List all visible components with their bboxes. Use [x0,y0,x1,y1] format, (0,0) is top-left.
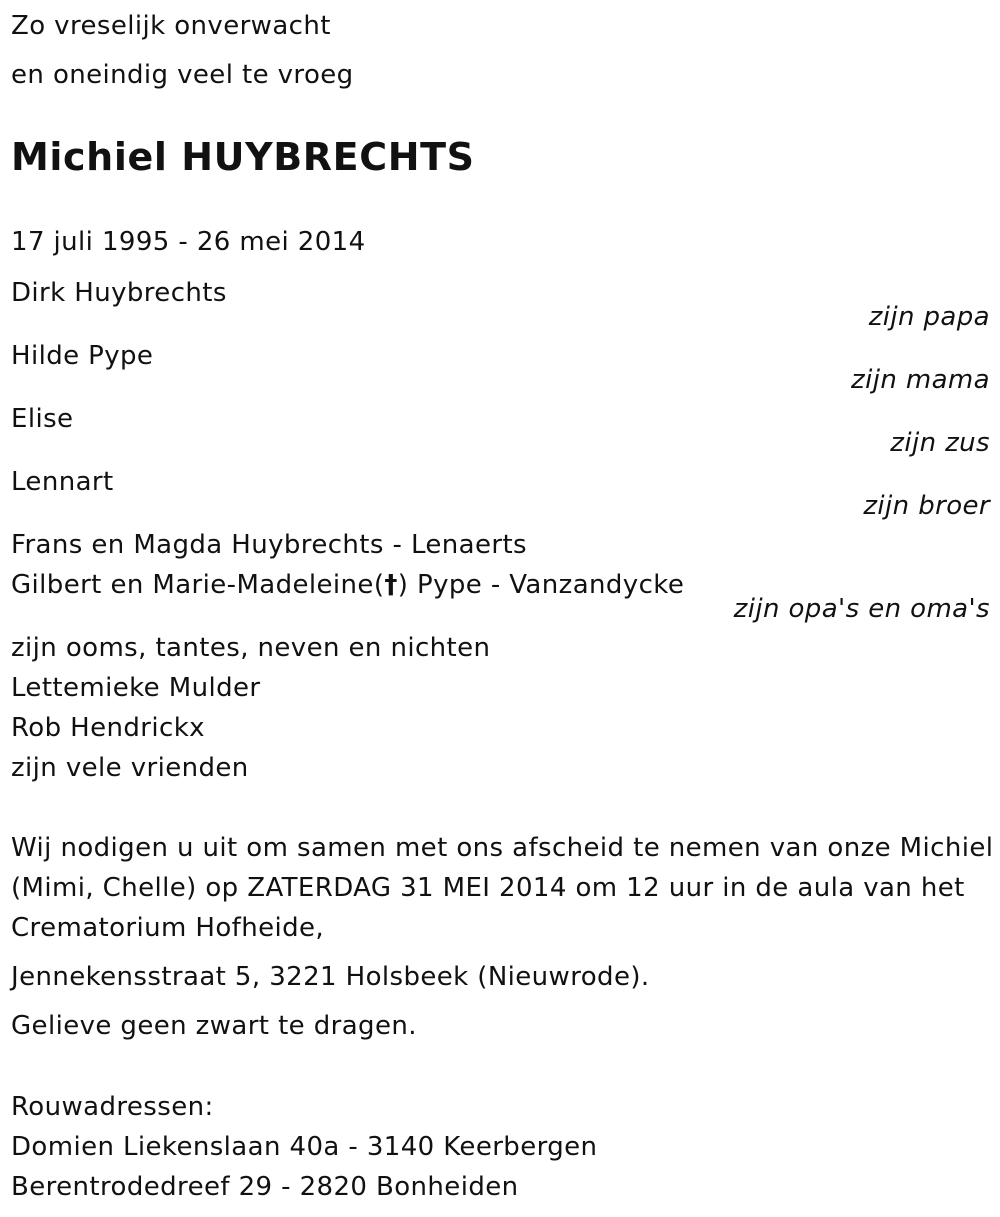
family-name-mama: Hilde Pype [11,341,154,371]
cross-icon: † [384,570,398,600]
grandparents-relation: zijn opa's en oma's [733,594,990,624]
intro-line-2: en oneindig veel te vroeg [11,60,354,90]
deceased-name: Michiel HUYBRECHTS [11,135,475,179]
family-relation-mama: zijn mama [851,365,990,395]
family-name-brother: Lennart [11,467,114,497]
invitation-line-1: Wij nodigen u uit om samen met ons afscheid te nemen van onze Michiel [11,833,994,863]
friends: zijn vele vrienden [11,753,249,783]
mourning-title: Rouwadressen: [11,1092,214,1122]
family-name-papa: Dirk Huybrechts [11,278,227,308]
ceremony-address: Jennekensstraat 5, 3221 Holsbeek (Nieuwrode). [11,962,650,992]
dress-note: Gelieve geen zwart te dragen. [11,1011,417,1041]
family-relation-sister: zijn zus [890,428,990,458]
grandparents-line-1: Frans en Magda Huybrechts - Lenaerts [11,530,528,560]
family-relation-brother: zijn broer [863,491,990,521]
grandparents-line-2-start: Gilbert en Marie-Madeleine( [11,570,385,600]
other-person-2: Rob Hendrickx [11,713,205,743]
mourning-address-2: Berentrodedreef 29 - 2820 Bonheiden [11,1172,519,1202]
family-relation-papa: zijn papa [868,302,990,332]
mourning-address-1: Domien Liekenslaan 40a - 3140 Keerbergen [11,1132,598,1162]
family-name-sister: Elise [11,404,74,434]
invitation-line-3: Crematorium Hofheide, [11,913,325,943]
life-dates: 17 juli 1995 - 26 mei 2014 [11,227,366,257]
grandparents-line-2-end: ) Pype - Vanzandycke [397,570,685,600]
invitation-line-2: (Mimi, Chelle) op ZATERDAG 31 MEI 2014 om 12 uur in de aula van het [11,873,965,903]
other-person-1: Lettemieke Mulder [11,673,261,703]
other-relatives: zijn ooms, tantes, neven en nichten [11,633,491,663]
intro-line-1: Zo vreselijk onverwacht [11,11,331,41]
grandparents-line-2 [11,568,684,602]
